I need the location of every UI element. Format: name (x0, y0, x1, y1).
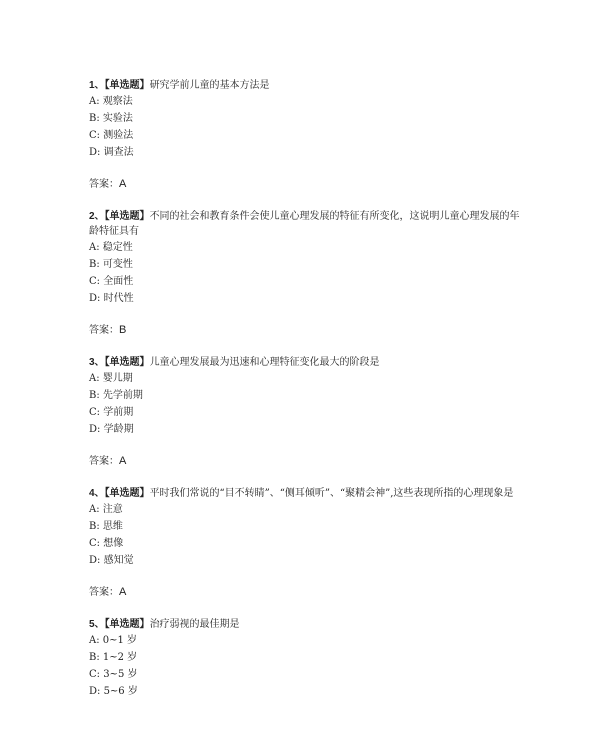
question-type: 【单选题】 (104, 619, 150, 630)
option-d: D: 5~6 岁 (89, 686, 138, 697)
option-c: C: 全面性 (89, 276, 134, 287)
option-d: D: 时代性 (89, 293, 134, 304)
question-type: 【单选题】 (104, 357, 150, 368)
option-c: C: 测验法 (89, 130, 134, 141)
answer-value: A (119, 455, 127, 467)
option-d: D: 感知觉 (89, 555, 134, 566)
option-d: D: 调查法 (89, 147, 134, 158)
question-number: 4、 (89, 488, 105, 499)
question-number: 1、 (89, 80, 105, 91)
question-5 (89, 617, 529, 700)
answer (89, 323, 529, 338)
question-number: 3、 (89, 357, 105, 368)
question-type: 【单选题】 (104, 488, 150, 499)
question-text: 研究学前儿童的基本方法是 (149, 80, 270, 91)
question-type: 【单选题】 (104, 211, 150, 222)
question-stem (89, 78, 529, 93)
question-stem (89, 355, 529, 370)
option-a: A: 稳定性 (89, 242, 133, 253)
answer-value: B (119, 324, 127, 336)
question-stem (89, 617, 529, 632)
option-a: A: 婴儿期 (89, 373, 133, 384)
answer (89, 454, 529, 469)
question-stem (89, 209, 529, 239)
question-2 (89, 209, 529, 338)
option-a: A: 注意 (89, 504, 123, 515)
answer-label: 答案： (89, 456, 119, 467)
question-4 (89, 486, 529, 600)
question-text: 治疗弱视的最佳期是 (149, 619, 240, 630)
option-b: B: 1~2 岁 (89, 652, 138, 663)
answer-value: A (119, 178, 127, 190)
option-c: C: 学前期 (89, 407, 134, 418)
question-1 (89, 78, 529, 192)
option-b: B: 可变性 (89, 259, 133, 270)
question-type: 【单选题】 (104, 80, 150, 91)
question-number: 5、 (89, 619, 105, 630)
question-text: 平时我们常说的“目不转睛”、“侧耳倾听”、“聚精会神”,这些表现所指的心理现象是 (149, 488, 514, 499)
option-b: B: 先学前期 (89, 390, 143, 401)
question-text: 儿童心理发展最为迅速和心理特征变化最大的阶段是 (149, 357, 380, 368)
answer (89, 177, 529, 192)
question-3 (89, 355, 529, 469)
option-c: C: 想像 (89, 538, 124, 549)
option-c: C: 3~5 岁 (89, 669, 138, 680)
question-number: 2、 (89, 211, 105, 222)
answer-label: 答案： (89, 179, 119, 190)
option-d: D: 学龄期 (89, 424, 134, 435)
option-b: B: 实验法 (89, 113, 133, 124)
option-a: A: 观察法 (89, 96, 133, 107)
question-text: 不同的社会和教育条件会使儿童心理发展的特征有所变化，这说明儿童心理发展的年龄特征具有 (89, 211, 520, 237)
option-a: A: 0~1 岁 (89, 635, 138, 646)
answer (89, 585, 529, 600)
option-b: B: 思维 (89, 521, 123, 532)
answer-label: 答案： (89, 587, 119, 598)
answer-label: 答案： (89, 325, 119, 336)
document-page (89, 78, 529, 700)
question-stem (89, 486, 529, 501)
answer-value: A (119, 586, 127, 598)
